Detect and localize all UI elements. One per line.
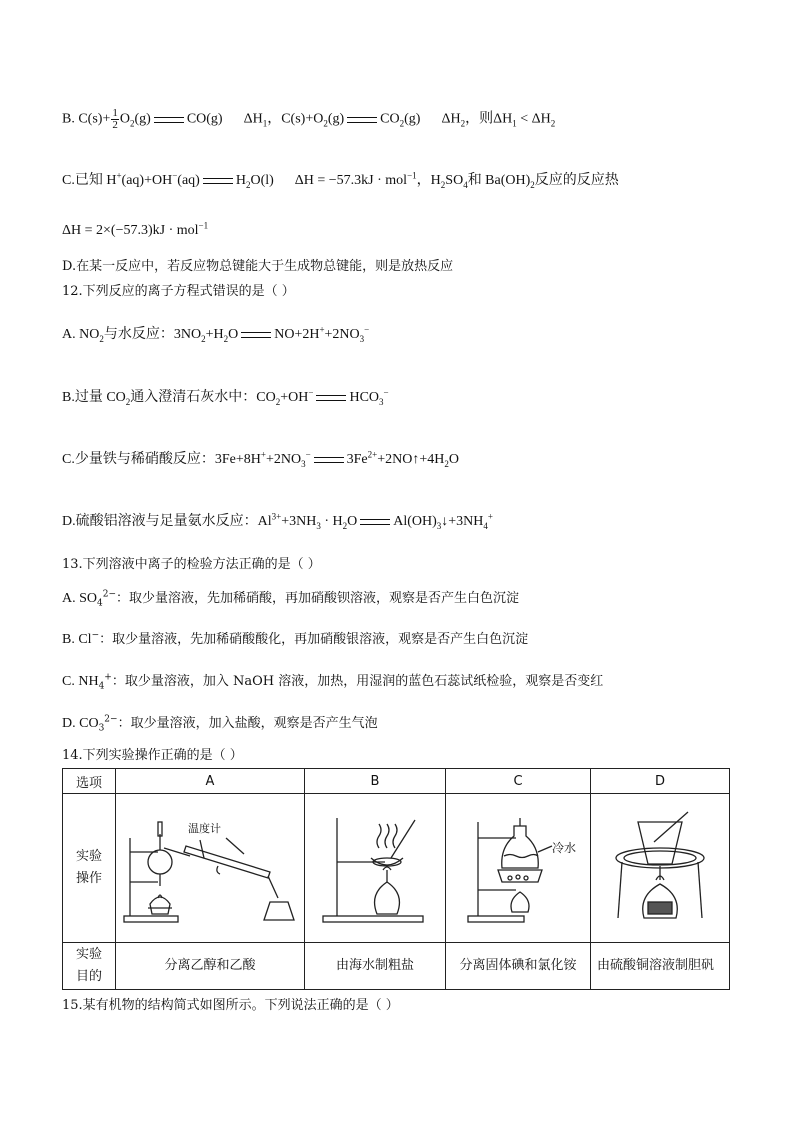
superscript: − [308, 387, 314, 398]
aim-a: 分离乙醇和乙酸 [116, 943, 305, 990]
subscript: 2 [550, 118, 556, 129]
option-13a [62, 590, 519, 608]
subscript: 3 [379, 396, 384, 407]
equals-arrow [316, 395, 346, 401]
superscript: + [319, 324, 325, 335]
option-label: A. SO [62, 591, 98, 606]
equation-text: 3Fe+8H [214, 452, 261, 467]
equation-text: O [228, 327, 239, 342]
equals-arrow [154, 117, 184, 123]
equation-text: O [347, 514, 358, 529]
subscript: 2 [129, 118, 135, 129]
option-label: C. NH [62, 674, 99, 689]
subscript: 2 [275, 396, 281, 407]
conclusion-text: < ΔH [516, 111, 551, 127]
superscript: + [116, 170, 122, 181]
table-header-row [63, 769, 730, 794]
option-label: D. CO [62, 716, 99, 731]
superscript: 2+ [367, 449, 378, 460]
enthalpy-symbol: ΔH [243, 111, 263, 127]
question-13-stem: 13.下列溶液中离子的检验方法正确的是（ ） [62, 557, 321, 572]
subscript: 2 [323, 118, 328, 129]
subscript: 3 [98, 723, 105, 734]
option-12c [62, 451, 459, 469]
subscript: 2 [342, 520, 348, 531]
subscript: 2 [99, 333, 104, 344]
table-header-cell: A [116, 769, 305, 794]
aim-d: 由硫酸铜溶液制胆矾 [591, 943, 730, 990]
option-11c [62, 172, 619, 190]
equation-text: H [106, 173, 117, 188]
equation-text: +H [205, 327, 224, 342]
equation-text: (g) [134, 111, 151, 127]
table-header-cell: C [446, 769, 591, 794]
superscript: − [364, 324, 370, 335]
option-label: A. NO [62, 327, 100, 342]
apparatus-d-cell [591, 794, 730, 943]
option-text: 和 Ba(OH) [467, 173, 531, 188]
subscript: 3 [436, 520, 442, 531]
equation-text: C(s)+ [78, 111, 111, 127]
subscript: 2 [223, 333, 229, 344]
option-label: B. [62, 111, 75, 127]
table-row-aim [63, 943, 730, 990]
equation-text: CO [380, 111, 400, 127]
equation-text: O [119, 111, 130, 127]
subscript: 2 [440, 179, 446, 190]
fraction-denominator: 2 [112, 119, 118, 131]
question-12-stem: 12.下列反应的离子方程式错误的是（ ） [62, 284, 295, 299]
subscript: 3 [301, 458, 306, 469]
equation-text: +OH [280, 390, 309, 405]
option-11b [62, 108, 555, 131]
question-15-stem: 15.某有机物的结构简式如图所示。下列说法正确的是（ ） [62, 998, 399, 1013]
equals-arrow [203, 178, 233, 184]
option-label: B.过量 CO [62, 390, 126, 405]
equation-text: C(s)+O [281, 111, 324, 127]
apparatus-a-cell [116, 794, 305, 943]
option-text: 反应的反应热 [534, 173, 619, 188]
equation-text: NO+2H [274, 327, 320, 342]
equation-text: (aq)+OH [121, 173, 173, 188]
subscript: 2 [245, 179, 251, 190]
subscript: 2 [201, 333, 206, 344]
option-12d [62, 513, 493, 531]
option-label: D.硫酸铝溶液与足量氨水反应： [62, 514, 258, 529]
option-13c [62, 673, 603, 691]
option-11c-continued [62, 222, 208, 240]
equation-text: O [448, 452, 459, 467]
option-11d: D.在某一反应中，若反应物总键能大于生成物总键能，则是放热反应 [62, 259, 454, 274]
equation-text: · H [320, 514, 343, 529]
enthalpy-value: ΔH = −57.3kJ · mol [294, 173, 408, 188]
enthalpy-symbol: ΔH [441, 111, 461, 127]
option-text: ：取少量溶液，先加稀硝酸，再加硝酸钡溶液，观察是否产生白色沉淀 [116, 591, 520, 606]
equation-text: H [235, 173, 246, 188]
subscript: 2 [530, 179, 535, 190]
subscript: 2 [444, 458, 449, 469]
option-text: ：取少量溶液，加入 NaOH 溶液，加热，用湿润的蓝色石蕊试纸检验，观察是否变红 [111, 674, 604, 689]
option-text: 与水反应： [103, 327, 174, 342]
superscript: − [305, 449, 311, 460]
superscript: − [383, 387, 389, 398]
equation-text: ↓+3NH [441, 514, 484, 529]
row-label-aim: 实验目的 [63, 943, 116, 990]
subscript: 2 [460, 118, 466, 129]
option-text: SO [445, 173, 464, 188]
cold-water-label: 冷水 [552, 841, 577, 855]
subscript: 4 [483, 520, 488, 531]
table-header-cell: 选项 [63, 769, 116, 794]
equation-text: +2NO↑+4H [377, 452, 445, 467]
option-label: B. Cl [62, 632, 92, 647]
superscript: + [487, 511, 493, 522]
question-14-stem: 14.下列实验操作正确的是（ ） [62, 748, 243, 763]
equation-text: HCO [349, 390, 380, 405]
option-text: ：取少量溶液，先加稀硝酸酸化，再加硝酸银溶液，观察是否产生白色沉淀 [99, 632, 529, 647]
equation-text: 3Fe [346, 452, 368, 467]
equation-text: (aq) [177, 173, 200, 188]
option-12b [62, 389, 389, 407]
superscript: − [91, 630, 100, 641]
table-header-cell: D [591, 769, 730, 794]
crystallization-apparatus-icon [592, 808, 728, 928]
aim-c: 分离固体碘和氯化铵 [446, 943, 591, 990]
superscript: −1 [407, 170, 417, 181]
equation-text: +3NH [281, 514, 317, 529]
subscript: 1 [262, 118, 268, 129]
equals-arrow [314, 457, 344, 463]
superscript: −1 [198, 220, 209, 231]
superscript: − [172, 170, 178, 181]
equation-text: +2NO [324, 327, 360, 342]
option-label: C.少量铁与稀硝酸反应： [62, 452, 215, 467]
aim-b: 由海水制粗盐 [305, 943, 446, 990]
experiment-table [62, 768, 730, 990]
option-12a [62, 326, 369, 344]
option-text: ，H [416, 173, 441, 188]
equation-text: CO [256, 390, 276, 405]
separator: ， [267, 111, 282, 127]
fraction [111, 108, 119, 131]
equation-text: O(l) [250, 173, 274, 188]
subscript: 3 [359, 333, 365, 344]
subscript: 2 [125, 396, 131, 407]
table-header-cell: B [305, 769, 446, 794]
sublimation-apparatus-icon [448, 808, 588, 928]
distillation-apparatus-icon [118, 808, 302, 928]
fraction-numerator: 1 [112, 107, 118, 119]
subscript: 4 [97, 598, 103, 609]
option-13d [62, 715, 378, 733]
thermometer-label: 温度计 [188, 822, 221, 835]
enthalpy-value: ΔH = 2×(−57.3)kJ · mol [62, 223, 199, 238]
apparatus-c-cell [446, 794, 591, 943]
equation-text: 3NO [173, 327, 202, 342]
equation-text: Al(OH) [393, 514, 437, 529]
equation-text: (g) [327, 111, 345, 127]
superscript: 3+ [271, 511, 282, 522]
equation-text: +2NO [265, 452, 302, 467]
option-13b [62, 631, 528, 649]
superscript: + [260, 449, 266, 460]
equals-arrow [360, 519, 390, 525]
apparatus-b-cell [305, 794, 446, 943]
equals-arrow [347, 117, 377, 123]
option-text: 通入澄清石灰水中： [130, 390, 257, 405]
subscript: 2 [399, 118, 405, 129]
evaporation-apparatus-icon [307, 808, 443, 928]
row-label-operation: 实验操作 [63, 794, 116, 943]
equation-text: CO(g) [186, 111, 223, 127]
subscript: 4 [463, 179, 468, 190]
option-text: ：取少量溶液，加入盐酸，观察是否产生气泡 [117, 716, 378, 731]
subscript: 3 [316, 520, 321, 531]
superscript: 2− [102, 589, 117, 600]
conclusion-text: ，则ΔH [465, 111, 513, 127]
superscript: 2− [104, 714, 118, 725]
equals-arrow [241, 332, 271, 338]
option-label: C.已知 [62, 173, 107, 188]
superscript: + [104, 672, 112, 683]
equation-text: (g) [404, 111, 421, 127]
table-row-operation [63, 794, 730, 943]
subscript: 1 [512, 118, 517, 129]
subscript: 4 [98, 681, 105, 692]
equation-text: Al [257, 514, 272, 529]
